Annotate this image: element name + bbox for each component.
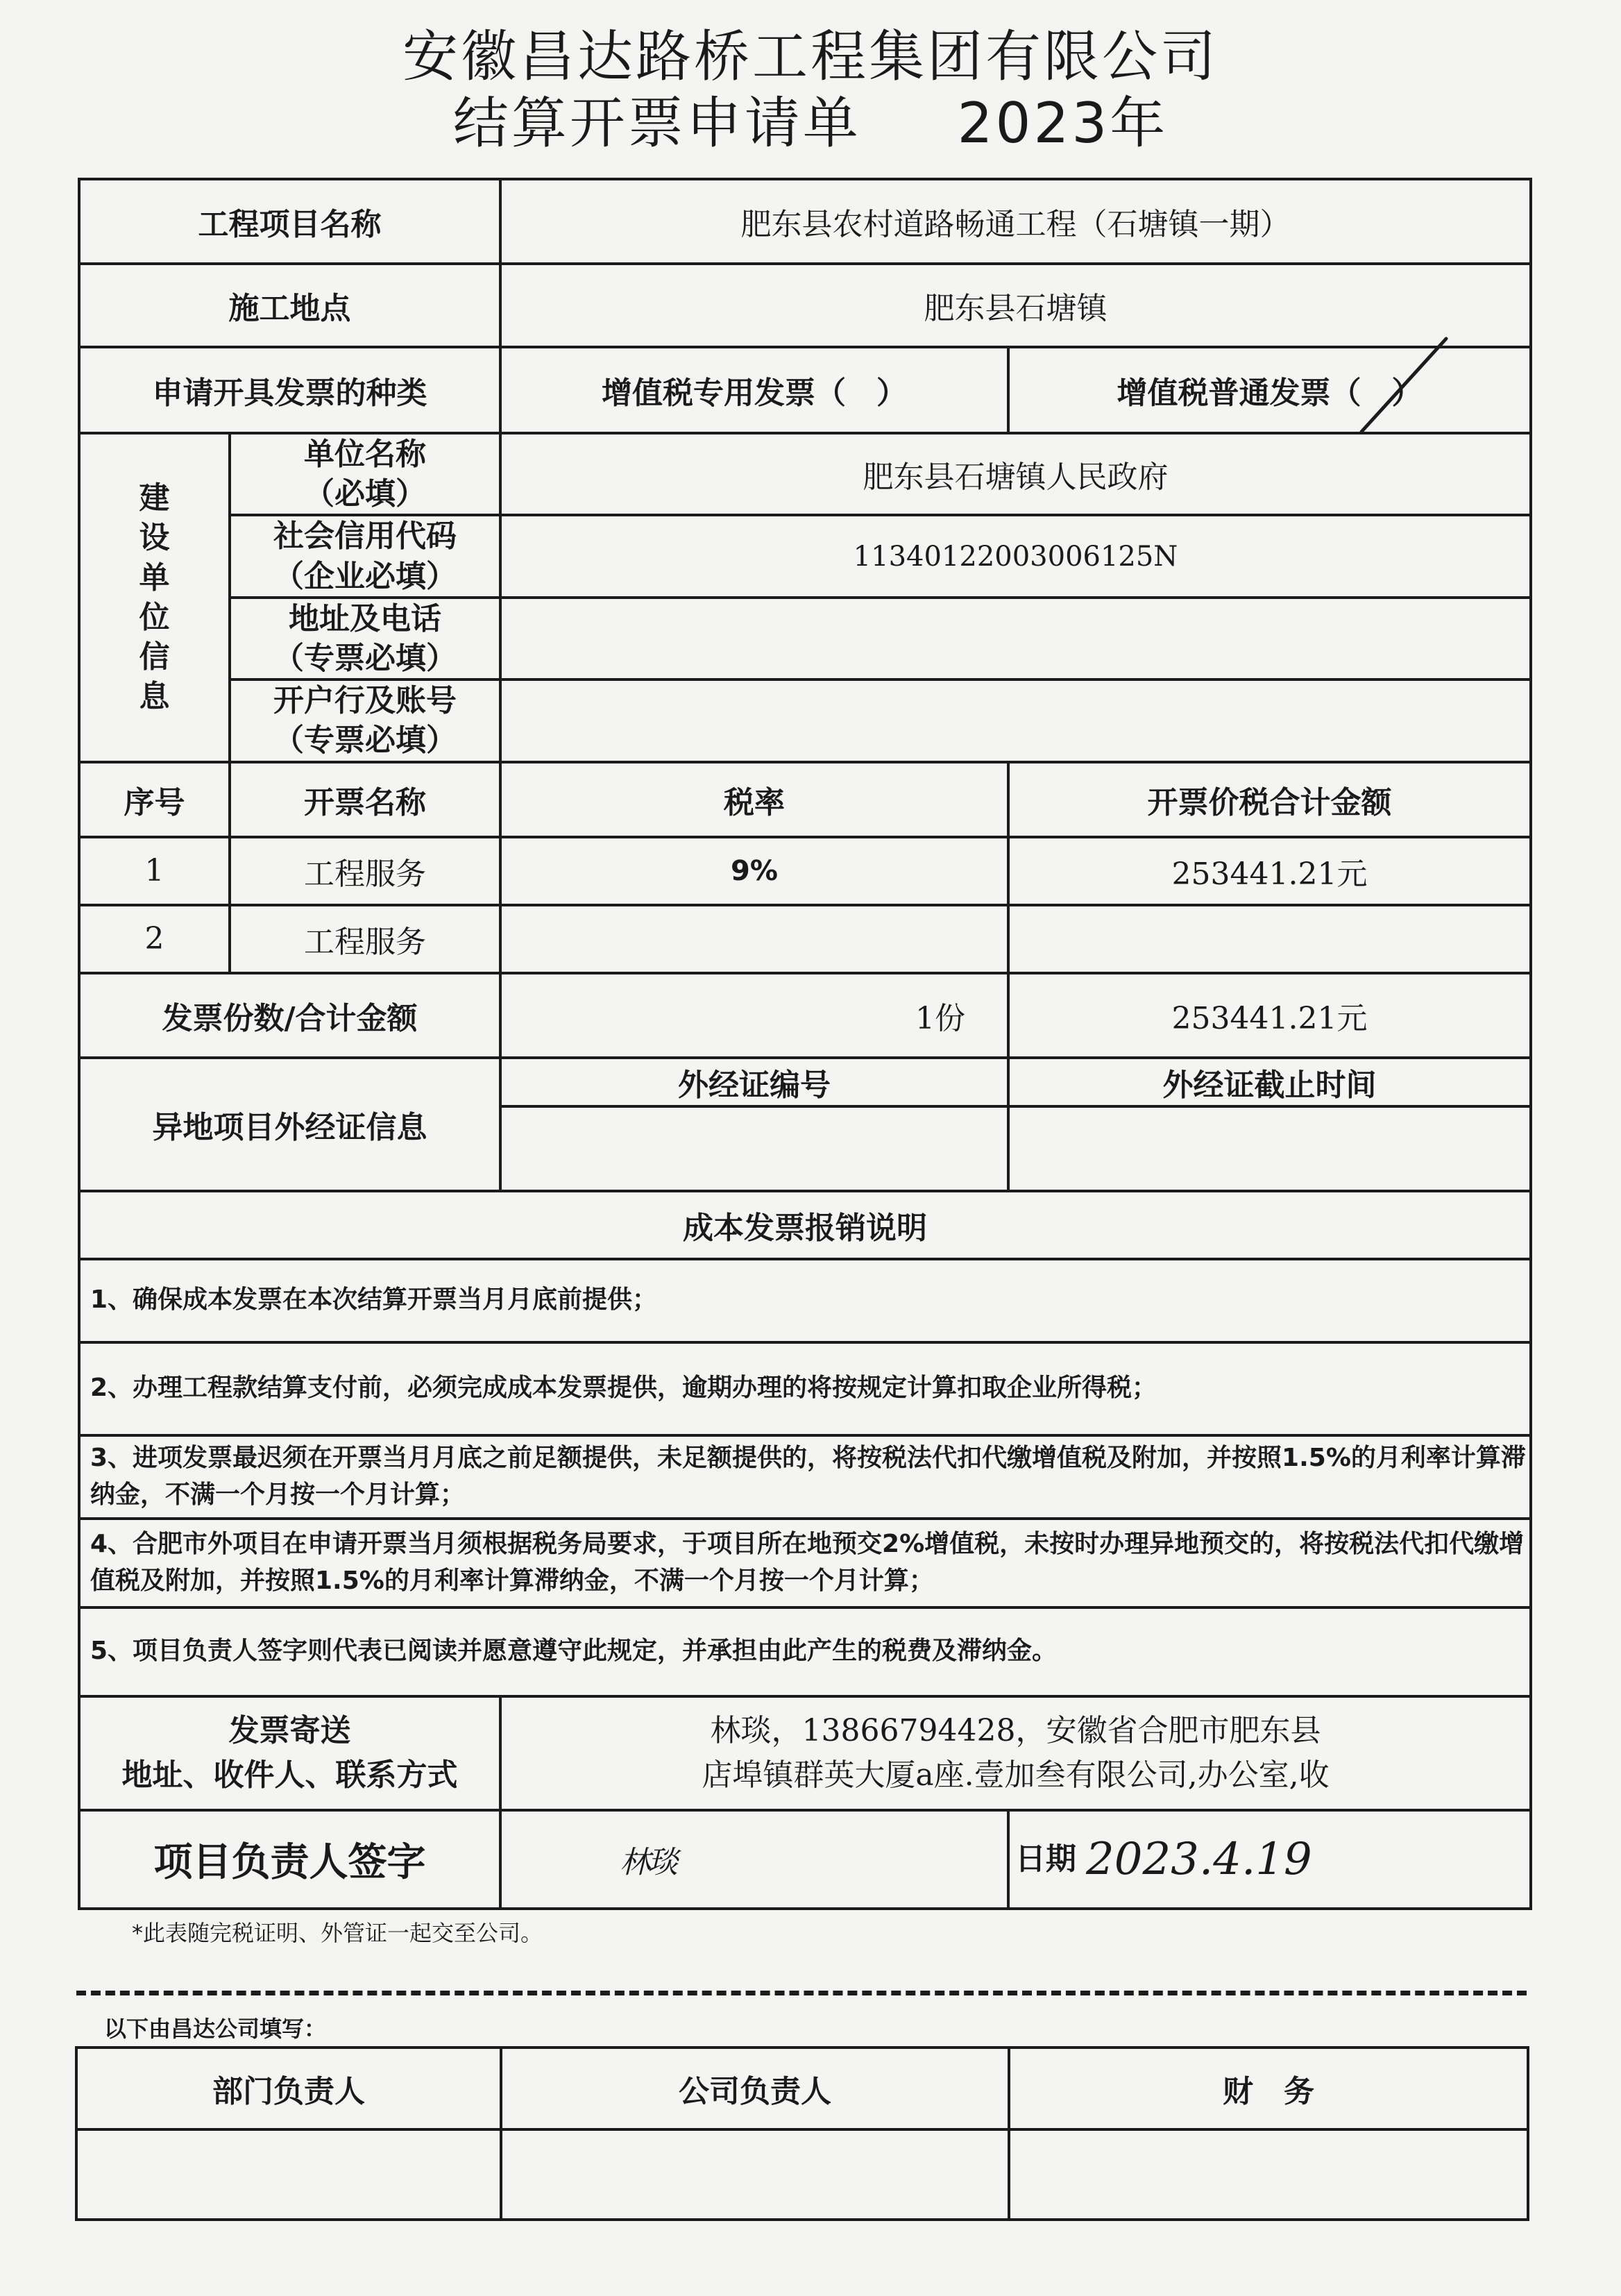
cost-note-item: 3、进项发票最迟须在开票当月月底之前足额提供，未足额提供的，将按税法代扣代缴增值税及附加，并按照1.5%的月利率计算滞纳金，不满一个月按一个月计算； [79,1435,1531,1519]
signature-label: 项目负责人签字 [79,1810,500,1909]
project-name-label: 工程项目名称 [79,179,500,264]
outside-cert-deadline-label: 外经证截止时间 [1008,1058,1531,1106]
finance-sign[interactable] [1009,2129,1528,2220]
date-cell[interactable] [1008,1810,1531,1909]
cost-note-item: 1、确保成本发票在本次结算开票当月月底前提供； [79,1259,1531,1342]
bank-label [230,679,500,761]
dept-head-sign[interactable] [76,2129,501,2220]
unit-name-label-text: 单位名称 [304,437,426,472]
item-rate[interactable]: 9% [500,837,1008,905]
outside-cert-deadline-value[interactable] [1008,1106,1531,1191]
company-approval-table [75,2046,1529,2221]
invoice-count[interactable]: 1份 [500,973,1008,1058]
project-name-value[interactable]: 肥东县农村道路畅通工程（石塘镇一期） [500,179,1531,264]
client-section-char: 信 [139,639,170,675]
client-section-char: 设 [139,520,170,556]
company-head-sign[interactable] [501,2129,1009,2220]
client-section-char: 建 [139,480,170,516]
item-name[interactable]: 工程服务 [230,905,500,973]
invoice-type-special-option[interactable]: 增值税专用发票（ ） [500,347,1008,433]
bank-label-text: 开户行及账号 [273,683,457,719]
form-year: 2023年 [957,91,1169,155]
bank-label-note: （专票必填） [273,723,457,759]
items-header-no: 序号 [79,762,230,837]
application-form-table [78,178,1532,1910]
items-header-rate: 税率 [500,762,1008,837]
cut-line-divider [76,1991,1527,1995]
dept-head-label: 部门负责人 [76,2048,501,2129]
table-row [79,905,1531,973]
credit-code-label [230,515,500,597]
cost-note-item: 4、合肥市外项目在申请开票当月须根据税务局要求，于项目所在地预交2%增值税，未按时办理异地预交的，将按税法代扣代缴增值税及附加，并按照1.5%的月利率计算滞纳金，不满一个月按一个月计算； [79,1519,1531,1607]
delivery-label [79,1696,500,1810]
credit-code-label-text: 社会信用代码 [273,518,457,555]
credit-code-label-note: （企业必填） [273,558,457,594]
address-label-text: 地址及电话 [289,600,441,636]
item-amount[interactable]: 253441.21元 [1008,837,1531,905]
outside-cert-label: 异地项目外经证信息 [79,1058,500,1191]
item-name[interactable]: 工程服务 [230,837,500,905]
location-label: 施工地点 [79,264,500,347]
client-section-char: 息 [139,679,170,715]
unit-name-label-note: （必填） [304,476,426,512]
company-title: 安徽昌达路桥工程集团有限公司 [402,24,1219,89]
credit-code-value[interactable]: 11340122003006125N [500,515,1531,597]
item-amount[interactable] [1008,905,1531,973]
submission-footnote: *此表随完税证明、外管证一起交至公司。 [132,1920,543,1946]
table-row [79,837,1531,905]
items-header-name: 开票名称 [230,762,500,837]
address-value[interactable] [500,598,1531,679]
invoice-type-label: 申请开具发票的种类 [79,347,500,433]
delivery-value-line2: 店埠镇群英大厦a座.壹加叁有限公司,办公室,收 [702,1757,1330,1793]
finance-label: 财 务 [1009,2048,1528,2129]
item-no: 2 [79,905,230,973]
location-value[interactable]: 肥东县石塘镇 [500,264,1531,347]
unit-name-label [230,433,500,515]
delivery-value-line1: 林琰，13866794428，安徽省合肥市肥东县 [710,1712,1321,1748]
date-label: 日期 [1015,1841,1076,1877]
delivery-label-line2: 地址、收件人、联系方式 [121,1757,458,1793]
client-section-char: 单 [139,559,170,596]
cost-note-item: 2、办理工程款结算支付前，必须完成成本发票提供，逾期办理的将按规定计算扣取企业所得税； [79,1342,1531,1435]
summary-label: 发票份数/合计金额 [79,973,500,1058]
signature-handwritten[interactable]: 林琰 [500,1810,1008,1909]
client-section-label [79,433,230,762]
date-value-handwritten: 2023.4.19 [1086,1833,1312,1885]
item-no: 1 [79,837,230,905]
address-label [230,598,500,679]
company-head-label: 公司负责人 [501,2048,1009,2129]
outside-cert-number-label: 外经证编号 [500,1058,1008,1106]
unit-name-value[interactable]: 肥东县石塘镇人民政府 [500,433,1531,515]
items-header-amount: 开票价税合计金额 [1008,762,1531,837]
form-name: 结算开票申请单 [452,91,861,155]
address-label-note: （专票必填） [273,640,457,676]
invoice-total[interactable]: 253441.21元 [1008,973,1531,1058]
outside-cert-number-value[interactable] [500,1106,1008,1191]
invoice-type-normal-option[interactable]: 增值税普通发票（ ） [1008,347,1531,433]
cost-notes-title: 成本发票报销说明 [79,1191,1531,1259]
delivery-label-line1: 发票寄送 [228,1712,351,1748]
delivery-value[interactable] [500,1696,1531,1810]
cost-note-item: 5、项目负责人签字则代表已阅读并愿意遵守此规定，并承担由此产生的税费及滞纳金。 [79,1607,1531,1696]
bank-value[interactable] [500,679,1531,761]
item-rate[interactable] [500,905,1008,973]
client-section-char: 位 [139,599,170,635]
form-title [0,91,1621,155]
company-fill-note: 以下由昌达公司填写： [104,2016,327,2042]
